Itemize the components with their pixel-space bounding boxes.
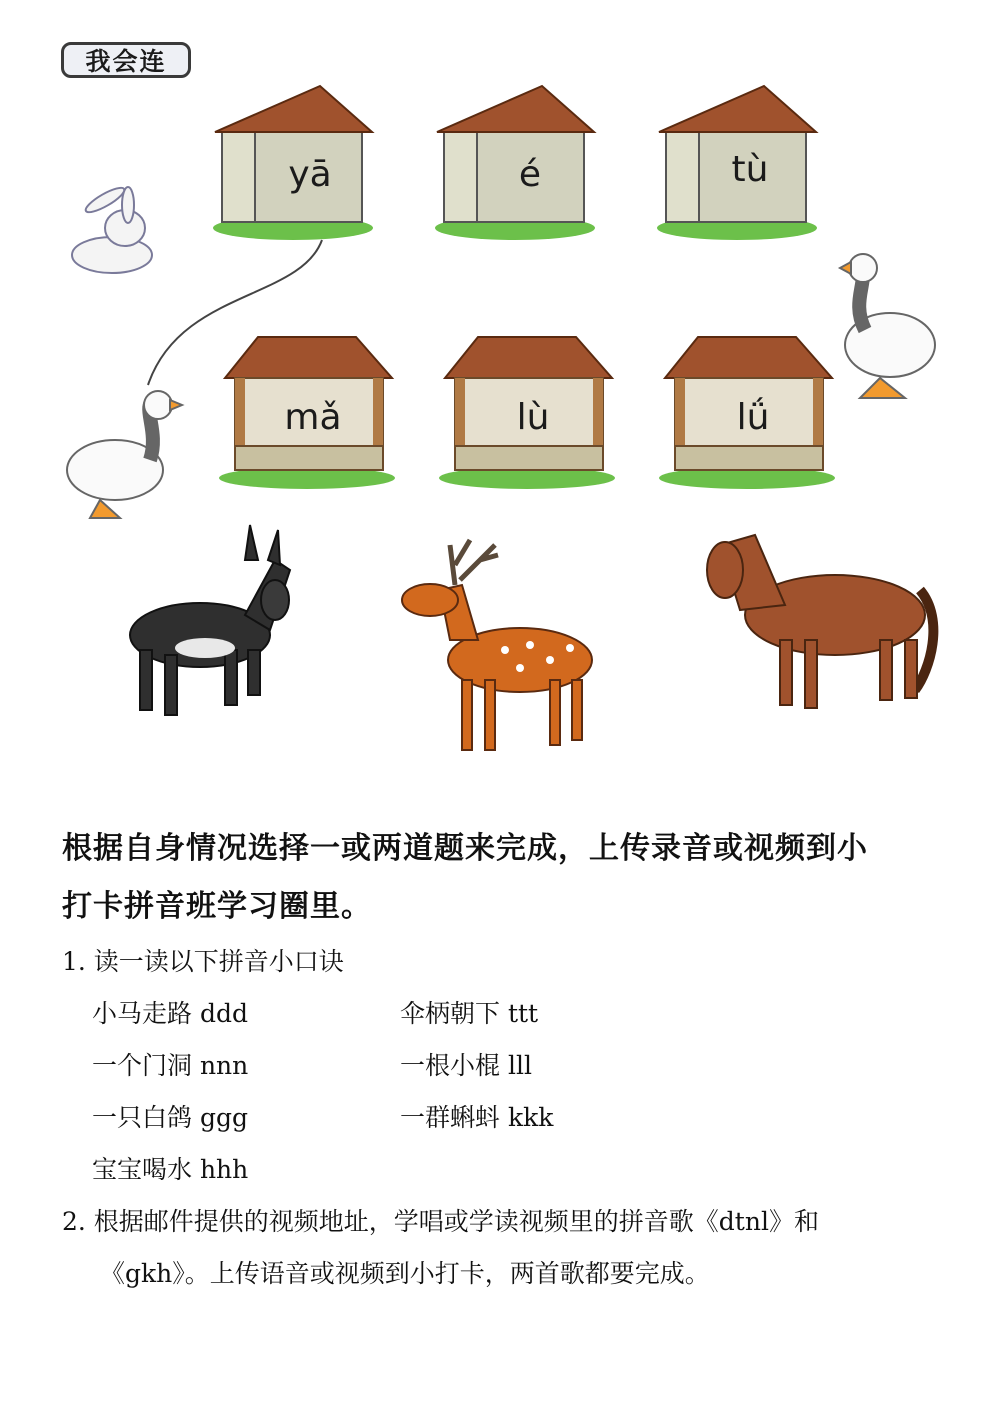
chant-item: 一只白鸽 ggg (92, 1103, 248, 1132)
task2-line-2: 《gkh》。上传语音或视频到小打卡，两首歌都要完成。 (100, 1259, 710, 1288)
chant-row (62, 988, 962, 1040)
goose-right (840, 254, 935, 398)
horse (707, 535, 933, 708)
chant-item: 小马走路 ddd (92, 999, 248, 1028)
section-badge: 我会连 (61, 42, 191, 78)
chant-row (62, 1144, 962, 1196)
stable-pinyin-1: mǎ (284, 397, 342, 438)
house-pinyin-3: tù (731, 149, 769, 190)
task2-line-1: 2. 根据邮件提供的视频地址，学唱或学读视频里的拼音歌《dtnl》和 (62, 1207, 819, 1236)
text-block (62, 820, 962, 1300)
chant-item: 一根小棍 lll (400, 1051, 532, 1080)
chant-item: 宝宝喝水 hhh (92, 1155, 249, 1184)
deer (402, 540, 592, 750)
stable-pinyin-3: lǘ (736, 397, 770, 438)
donkey (130, 525, 290, 715)
rabbit (72, 184, 152, 273)
task1-title: 1. 读一读以下拼音小口诀 (62, 947, 344, 976)
goose-left (67, 391, 182, 518)
house-pinyin-2: é (518, 154, 542, 195)
instruction-line-2: 打卡拼音班学习圈里。 (62, 889, 372, 924)
chant-item (400, 1144, 708, 1196)
house-pinyin-1: yā (288, 154, 332, 195)
chant-item: 一群蝌蚪 kkk (400, 1103, 554, 1132)
chant-row (62, 1092, 962, 1144)
instruction-line-1: 根据自身情况选择一或两道题来完成，上传录音或视频到小 (62, 831, 868, 866)
chant-row (62, 1040, 962, 1092)
stable-pinyin-2: lù (516, 397, 550, 438)
chant-item: 伞柄朝下 ttt (400, 999, 539, 1028)
chant-item: 一个门洞 nnn (92, 1051, 249, 1080)
